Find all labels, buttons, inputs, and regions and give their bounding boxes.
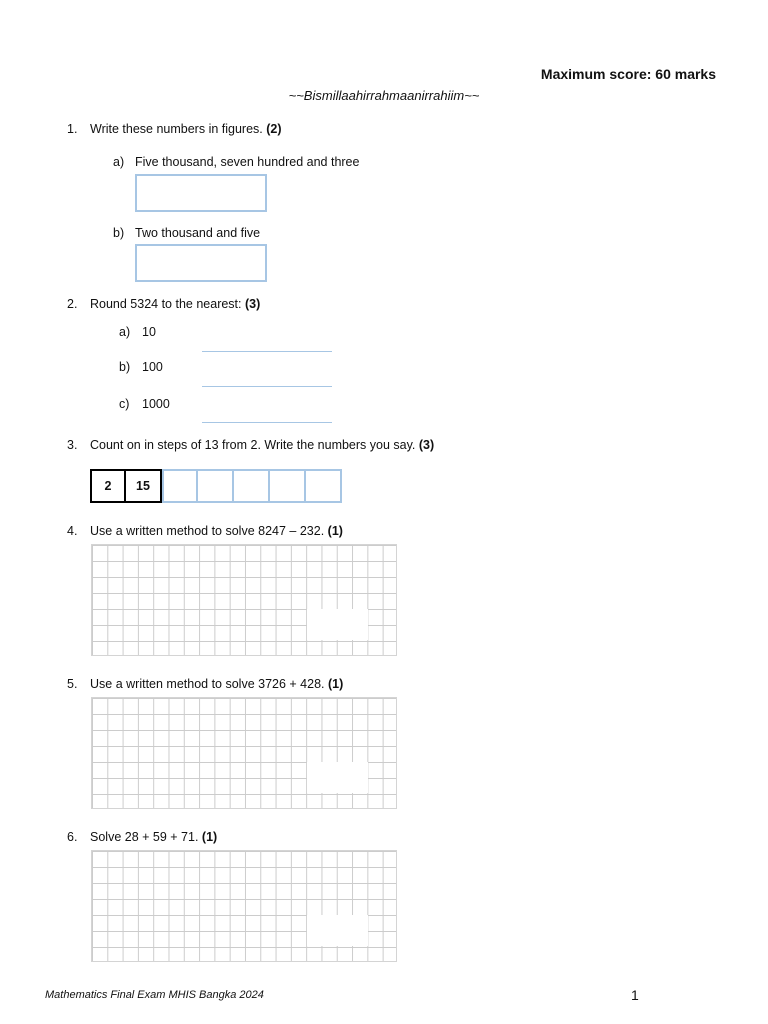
sequence-boxes: [90, 469, 342, 503]
question-3-number: 3.: [67, 438, 78, 452]
question-5-number: 5.: [67, 677, 78, 691]
question-1a-label: a): [113, 155, 125, 169]
question-2-marks: (3): [245, 297, 261, 311]
question-4-number: 4.: [67, 524, 78, 538]
working-grid-5[interactable]: [91, 697, 397, 809]
question-2c-label: c): [119, 397, 130, 411]
answer-line-2b[interactable]: [202, 386, 332, 387]
answer-line-2a[interactable]: [202, 351, 332, 352]
question-6-prompt: Solve 28 + 59 + 71.: [90, 830, 199, 844]
question-3-text: [90, 438, 434, 452]
question-2c-text: 1000: [142, 397, 170, 411]
question-5-marks: (1): [328, 677, 344, 691]
question-1-number: 1.: [67, 122, 78, 136]
question-2b-label: b): [119, 360, 131, 374]
page-number: 1: [631, 987, 639, 1003]
question-2-text: [90, 297, 260, 311]
question-1a-text: Five thousand, seven hundred and three: [135, 155, 360, 169]
answer-space-4[interactable]: [307, 609, 368, 640]
question-5-text: [90, 677, 343, 691]
working-grid-6[interactable]: [91, 850, 397, 962]
question-2a-text: 10: [142, 325, 156, 339]
question-3-prompt: Count on in steps of 13 from 2. Write the numbers you say.: [90, 438, 416, 452]
question-6-marks: (1): [201, 830, 218, 844]
question-1b-text: Two thousand and five: [135, 226, 261, 240]
sequence-cell-1: 2: [90, 469, 126, 503]
sequence-cell-2: 15: [126, 469, 162, 503]
footer-text: Mathematics Final Exam MHIS Bangka 2024: [45, 989, 264, 1001]
question-1-text: [90, 122, 282, 136]
bismillah-heading: ~~Bismillaahirrahmaanirrahiim~~: [288, 88, 480, 103]
question-1-prompt: Write these numbers in figures.: [90, 122, 263, 136]
question-6-number: 6.: [67, 830, 78, 844]
question-3-marks: (3): [418, 438, 435, 452]
question-2-number: 2.: [67, 297, 78, 311]
answer-box-1b[interactable]: [135, 244, 267, 282]
sequence-cell-4[interactable]: [198, 469, 234, 503]
question-1b-label: b): [113, 226, 125, 240]
question-6-text: [90, 830, 217, 844]
question-4-text: [90, 524, 343, 538]
sequence-cell-6[interactable]: [270, 469, 306, 503]
sequence-cell-7[interactable]: [306, 469, 342, 503]
question-1-marks: (2): [266, 122, 282, 136]
answer-space-6[interactable]: [307, 915, 368, 946]
answer-box-1a[interactable]: [135, 174, 267, 212]
maximum-score: Maximum score: 60 marks: [540, 66, 716, 82]
sequence-cell-3[interactable]: [162, 469, 198, 503]
question-2b-text: 100: [142, 360, 163, 374]
answer-line-2c[interactable]: [202, 422, 332, 423]
working-grid-4[interactable]: [91, 544, 397, 656]
answer-space-5[interactable]: [307, 762, 368, 793]
question-4-prompt: Use a written method to solve 8247 – 232.: [90, 524, 325, 538]
question-2a-label: a): [119, 325, 131, 339]
question-4-marks: (1): [327, 524, 343, 538]
question-2-prompt: Round 5324 to the nearest:: [90, 297, 242, 311]
question-5-prompt: Use a written method to solve 3726 + 428.: [90, 677, 325, 691]
sequence-cell-5[interactable]: [234, 469, 270, 503]
